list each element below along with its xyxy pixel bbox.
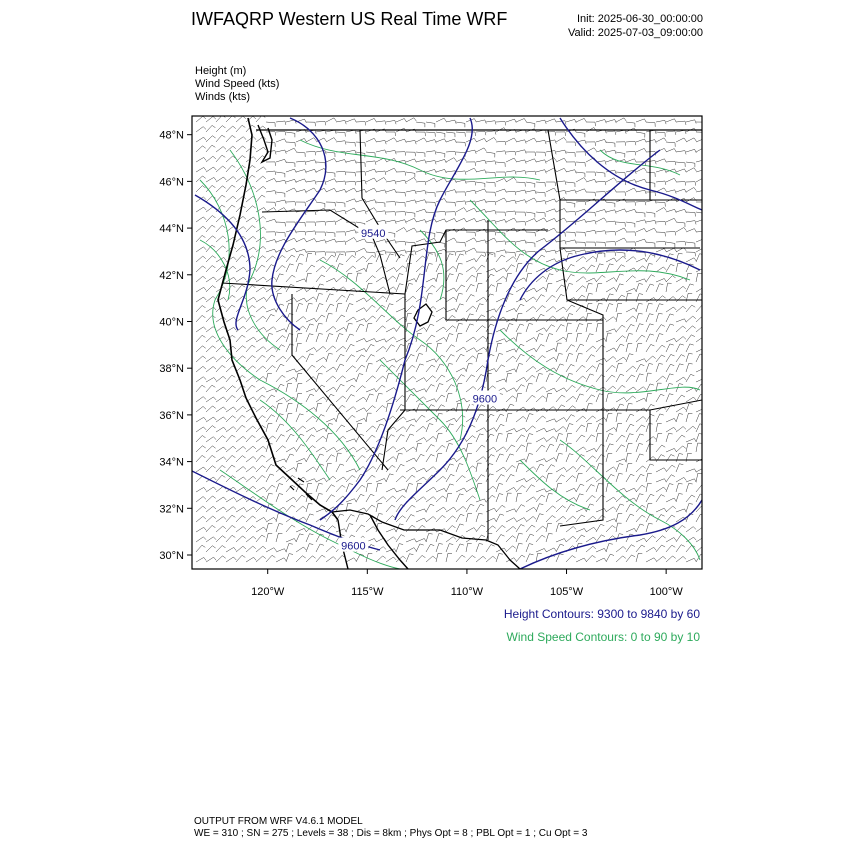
lon-tick-label: 105°W: [549, 586, 584, 598]
height-contour-legend: Height Contours: 9300 to 9840 by 60: [503, 607, 700, 621]
lat-tick-label: 42°N: [159, 269, 184, 282]
height-contour-label: 9600: [341, 540, 366, 553]
init-time: Init: 2025-06-30_00:00:00: [577, 13, 703, 25]
lon-tick-label: 115°W: [351, 586, 384, 598]
lat-tick-label: 32°N: [159, 503, 184, 516]
longitude-axis: [251, 569, 683, 598]
lat-tick-label: 34°N: [159, 456, 184, 469]
lat-tick-label: 30°N: [159, 549, 184, 562]
lon-tick-label: 120°W: [251, 586, 285, 598]
lon-tick-label: 100°W: [649, 586, 683, 598]
variable-wind-speed: Wind Speed (kts): [195, 78, 280, 90]
lat-tick-label: 48°N: [159, 129, 184, 142]
plot-title: IWFAQRP Western US Real Time WRF: [191, 9, 508, 29]
model-config: WE = 310 ; SN = 275 ; Levels = 38 ; Dis = 8km ; Phys Opt = 8 ; PBL Opt = 1 ; Cu Opt = 3: [194, 828, 588, 839]
lat-tick-label: 46°N: [159, 176, 184, 189]
lat-tick-label: 40°N: [159, 316, 184, 329]
height-contour-label: 9600: [472, 393, 498, 406]
lat-tick-label: 44°N: [159, 223, 184, 236]
height-contour-label: 9540: [361, 227, 386, 240]
valid-time: Valid: 2025-07-03_09:00:00: [568, 27, 703, 39]
lat-tick-label: 36°N: [159, 409, 184, 422]
variable-winds: Winds (kts): [195, 91, 250, 103]
lon-tick-label: 110°W: [450, 586, 484, 598]
wind-contour-legend: Wind Speed Contours: 0 to 90 by 10: [506, 630, 700, 644]
latitude-axis: [159, 130, 192, 562]
model-info: OUTPUT FROM WRF V4.6.1 MODEL: [194, 816, 363, 827]
variable-height: Height (m): [195, 65, 247, 77]
lat-tick-label: 38°N: [159, 363, 184, 376]
